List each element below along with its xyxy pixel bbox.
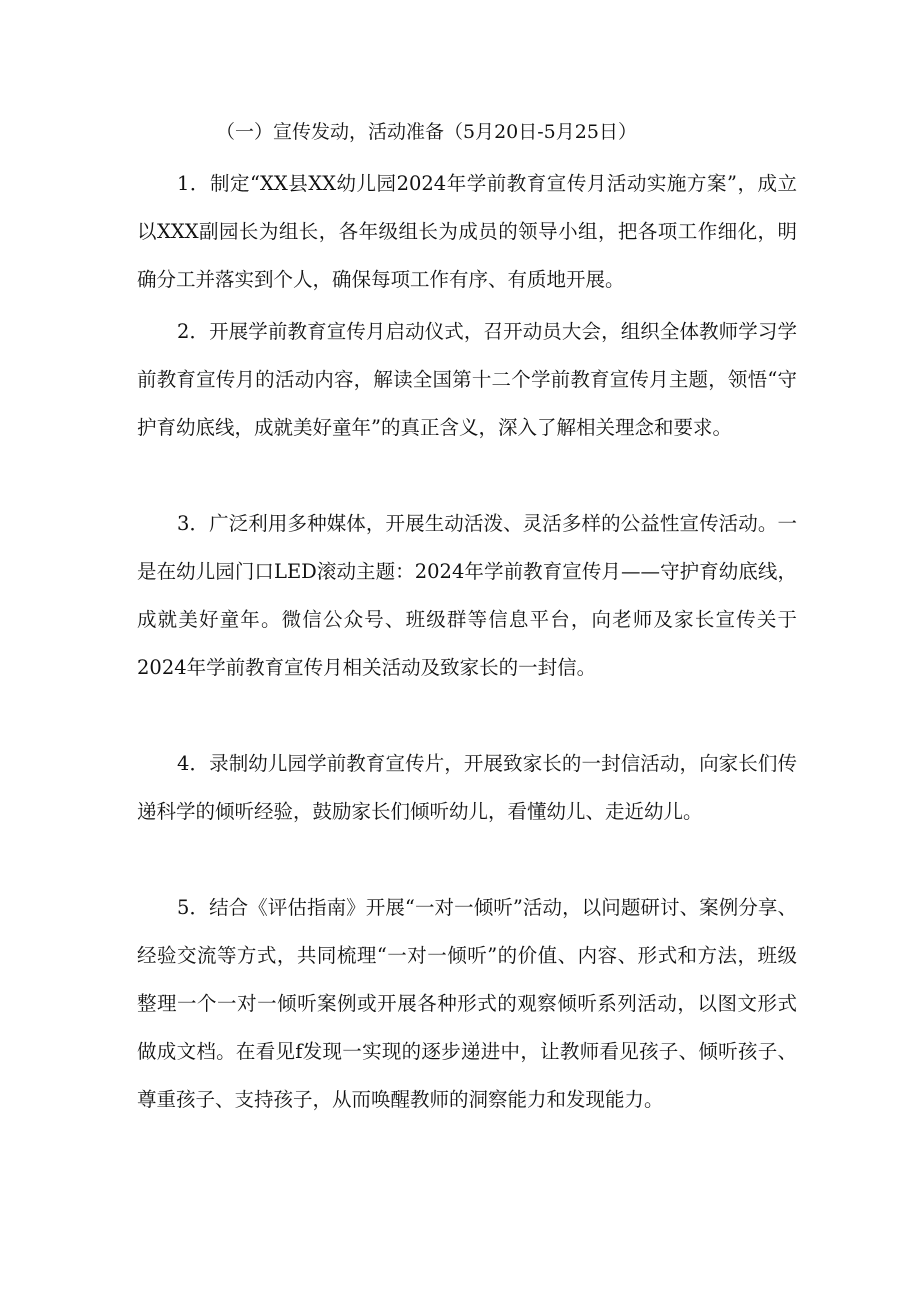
paragraph-3: 3．广泛利用多种媒体，开展生动活泼、灵活多样的公益性宣传活动。一是在幼儿园门口LED滚动主题：2024年学前教育宣传月——守护育幼底线，成就美好童年。微信公众号、班级群等信息平台，向老师及家长宣传关于2024年学前教育宣传月相关活动及致家长的一封信。 <box>137 512 797 679</box>
paragraph-2: 2．开展学前教育宣传月启动仪式，召开动员大会，组织全体教师学习学前教育宣传月的活动内容，解读全国第十二个学前教育宣传月主题，领悟“守护育幼底线，成就美好童年”的真正含义，深入了解相关理念和要求。 <box>137 320 797 439</box>
paragraph-1: 1．制定“XX县XX幼儿园2024年学前教育宣传月活动实施方案”，成立以XXX副园长为组长，各年级组长为成员的领导小组，把各项工作细化，明确分工并落实到个人，确保每项工作有序、有质地开展。 <box>137 172 797 291</box>
section-heading: （一）宣传发动，活动准备（5月20日-5月25日） <box>216 121 637 143</box>
paragraph-4: 4．录制幼儿园学前教育宣传片，开展致家长的一封信活动，向家长们传递科学的倾听经验，鼓励家长们倾听幼儿，看懂幼儿、走近幼儿。 <box>137 752 797 823</box>
paragraph-5: 5．结合《评估指南》开展“一对一倾听”活动，以问题研讨、案例分享、经验交流等方式，共同梳理“一对一倾听”的价值、内容、形式和方法，班级整理一个一对一倾听案例或开展各种形式的观察倾听系列活动，以图文形式做成文档。在看见f发现一实现的逐步递进中，让教师看见孩子、倾听孩子、尊重孩子、支持孩子，从而唤醒教师的洞察能力和发现能力。 <box>137 896 797 1111</box>
